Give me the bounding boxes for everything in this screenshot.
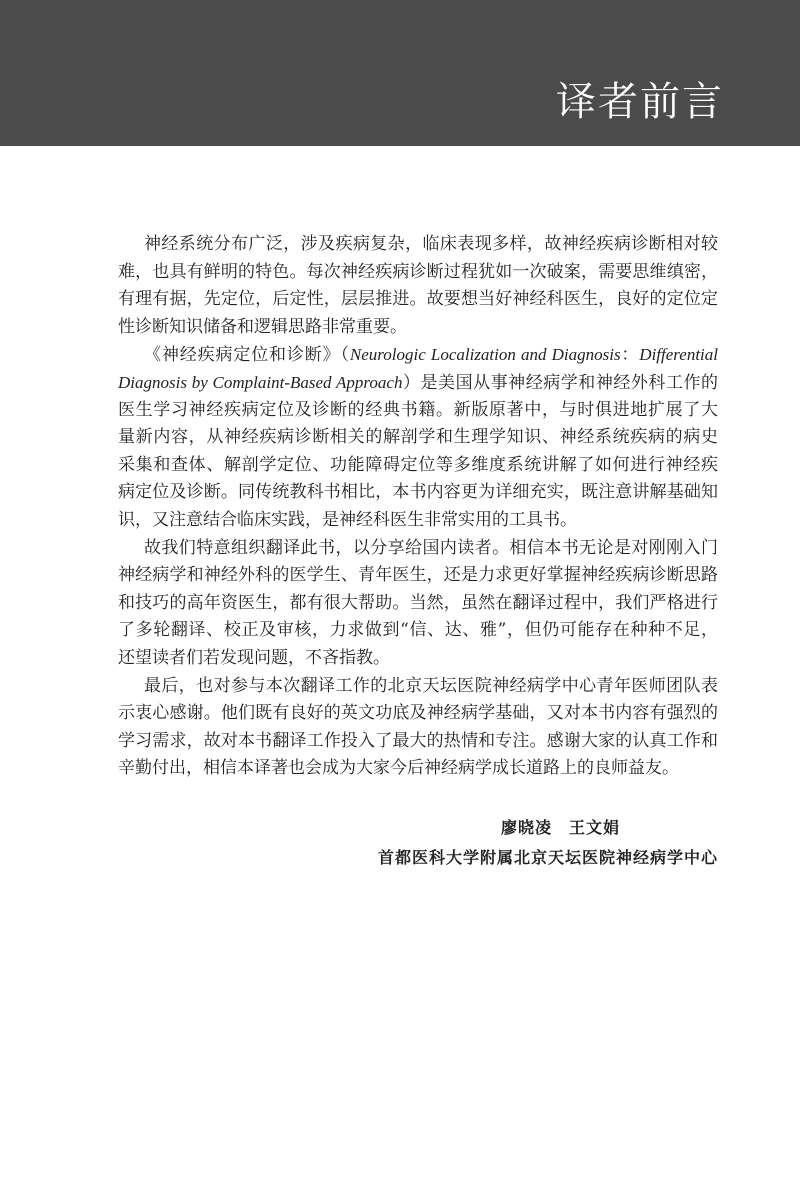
text-line: 和技巧的高年资医生，都有很大帮助。当然，虽然在翻译过程中，我们严格进行: [118, 592, 718, 613]
text-line: 病定位及诊断。同传统教科书相比，本书内容更为详细充实，既注意讲解基础知: [118, 482, 718, 503]
text-line: 量新内容，从神经疾病诊断相关的解剖学和生理学知识、神经系统疾病的病史: [118, 427, 718, 448]
text-line: [118, 341, 718, 369]
text-line: [118, 369, 718, 397]
translator-affiliation: 首都医科大学附属北京天坛医院神经病学中心: [377, 848, 718, 867]
text-line: 学习需求，故对本书翻译工作投入了最大的热情和专注。感谢大家的认真工作和: [118, 730, 718, 751]
text-line: 了多轮翻译、校正及审核，力求做到“信、达、雅”，但仍可能存在种种不足，: [118, 620, 718, 641]
text-line: 神经病学和神经外科的医学生、青年医生，还是力求更好掌握神经疾病诊断思路: [118, 565, 718, 586]
text-line: 性诊断知识储备和逻辑思路非常重要。: [118, 316, 407, 337]
page-title: 译者前言: [556, 79, 724, 125]
text-line: 最后，也对参与本次翻译工作的北京天坛医院神经病学中心青年医师团队表: [144, 675, 718, 696]
text-line: 辛勤付出，相信本译著也会成为大家今后神经病学成长道路上的良师益友。: [118, 758, 679, 779]
text-line: 采集和查体、解剖学定位、功能障碍定位等多维度系统讲解了如何进行神经疾: [118, 454, 718, 475]
text-line: 有理有据，先定位，后定性，层层推进。故要想当好神经科医生，良好的定位定: [118, 289, 718, 310]
book-subtitle-en-cont: Diagnosis by Complaint-Based Approach: [118, 372, 403, 392]
text-line: 还望读者们若发现问题，不吝指教。: [118, 647, 390, 668]
text-line: 识，又注意结合临床实践，是神经科医生非常实用的工具书。: [118, 509, 577, 530]
paragraph-3: [118, 535, 718, 673]
paragraph-4: [118, 673, 718, 783]
book-title-cn: 《神经疾病定位和诊断》（: [144, 345, 350, 366]
book-title-en: Neurologic Localization and Diagnosis: [349, 345, 621, 365]
book-subtitle-en: Differential: [639, 345, 718, 365]
text-line: 神经系统分布广泛，涉及疾病复杂，临床表现多样，故神经疾病诊断相对较: [144, 234, 718, 254]
text-segment: ）是美国从事神经病学和神经外科工作的: [402, 372, 719, 393]
translator-names: 廖晓凌 王文娟: [500, 818, 620, 837]
paragraph-2: [118, 341, 718, 534]
text-line: 医生学习神经疾病定位及诊断的经典书籍。新版原著中，与时俱进地扩展了大: [118, 399, 718, 420]
text-line: 示衷心感谢。他们既有良好的英文功底及神经病学基础，又对本书内容有强烈的: [118, 703, 718, 724]
text-line: 难，也具有鲜明的特色。每次神经疾病诊断过程犹如一次破案，需要思维缜密，: [118, 261, 718, 282]
header-bar: [0, 0, 800, 146]
text-line: 故我们特意组织翻译此书，以分享给国内读者。相信本书无论是对刚刚入门: [144, 537, 718, 558]
preface-body: [118, 231, 718, 783]
paragraph-1: [118, 231, 718, 341]
colon: ：: [620, 345, 640, 366]
